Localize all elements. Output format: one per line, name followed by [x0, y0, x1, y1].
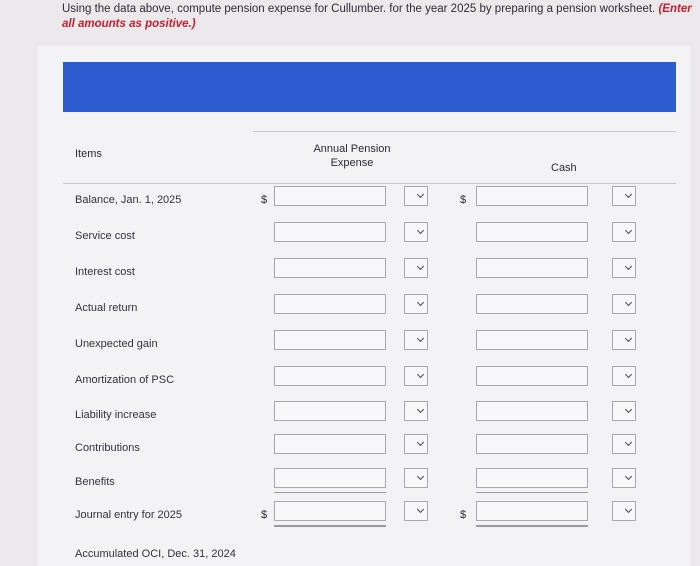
annual-pension-expense-input[interactable] [274, 186, 386, 206]
instructions-text: Using the data above, compute pension expense for Cullumber. for the year 2025 by preparing a pension worksheet. [62, 3, 656, 15]
annual-pension-expense-input[interactable] [274, 434, 386, 454]
row-label: Accumulated OCI, Dec. 31, 2024 [75, 548, 236, 560]
column-header-annual-pension-expense: Annual Pension Expense [313, 143, 391, 169]
cash-dr-cr-select[interactable] [612, 330, 636, 350]
chevron-down-icon [625, 439, 632, 446]
chevron-down-icon [625, 473, 632, 480]
annual-pension-expense-input[interactable] [274, 330, 386, 350]
total-double-rule [476, 525, 588, 527]
expense-dr-cr-select[interactable] [404, 330, 428, 350]
annual-pension-expense-input[interactable] [274, 501, 386, 521]
expense-dr-cr-select[interactable] [404, 294, 428, 314]
table-row [63, 222, 676, 252]
row-label: Interest cost [75, 266, 135, 278]
expense-dr-cr-select[interactable] [404, 222, 428, 242]
total-double-rule [274, 525, 386, 527]
cash-input[interactable] [476, 258, 588, 278]
cash-input[interactable] [476, 366, 588, 386]
column-header-cash: Cash [551, 162, 577, 174]
row-label: Balance, Jan. 1, 2025 [75, 194, 182, 206]
annual-pension-expense-input[interactable] [274, 258, 386, 278]
header-divider [253, 131, 676, 132]
column-header-items: Items [75, 148, 102, 160]
subtotal-rule [476, 492, 588, 493]
chevron-down-icon [625, 227, 632, 234]
worksheet-header-bar [63, 62, 676, 112]
chevron-down-icon [417, 263, 424, 270]
currency-symbol: $ [261, 509, 268, 521]
cash-dr-cr-select[interactable] [612, 501, 636, 521]
chevron-down-icon [625, 371, 632, 378]
table-row [63, 366, 676, 396]
chevron-down-icon [417, 406, 424, 413]
pension-worksheet [38, 46, 690, 566]
chevron-down-icon [417, 191, 424, 198]
chevron-down-icon [417, 473, 424, 480]
cash-input[interactable] [476, 294, 588, 314]
chevron-down-icon [625, 406, 632, 413]
table-row [63, 294, 676, 324]
row-label: Liability increase [75, 409, 157, 421]
cash-dr-cr-select[interactable] [612, 222, 636, 242]
subtotal-rule [274, 492, 386, 493]
chevron-down-icon [417, 335, 424, 342]
expense-dr-cr-select[interactable] [404, 258, 428, 278]
annual-pension-expense-input[interactable] [274, 294, 386, 314]
chevron-down-icon [625, 335, 632, 342]
row-label: Amortization of PSC [75, 374, 175, 386]
currency-symbol: $ [460, 509, 467, 521]
row-label: Contributions [75, 442, 140, 454]
expense-dr-cr-select[interactable] [404, 366, 428, 386]
expense-dr-cr-select[interactable] [404, 434, 428, 454]
table-row [63, 540, 676, 566]
table-row [63, 401, 676, 431]
chevron-down-icon [417, 439, 424, 446]
annual-pension-expense-input[interactable] [274, 468, 386, 488]
cash-dr-cr-select[interactable] [612, 366, 636, 386]
chevron-down-icon [417, 227, 424, 234]
cash-dr-cr-select[interactable] [612, 258, 636, 278]
cash-input[interactable] [476, 501, 588, 521]
row-label: Service cost [75, 230, 135, 242]
currency-symbol: $ [261, 194, 268, 206]
cash-dr-cr-select[interactable] [612, 186, 636, 206]
cash-dr-cr-select[interactable] [612, 401, 636, 421]
chevron-down-icon [625, 191, 632, 198]
chevron-down-icon [417, 371, 424, 378]
cash-input[interactable] [476, 468, 588, 488]
cash-input[interactable] [476, 434, 588, 454]
table-row [63, 434, 676, 464]
cash-dr-cr-select[interactable] [612, 468, 636, 488]
instructions-emphasis: (Enter all amounts as positive.) [62, 3, 692, 30]
expense-dr-cr-select[interactable] [404, 468, 428, 488]
chevron-down-icon [417, 299, 424, 306]
expense-dr-cr-select[interactable] [404, 401, 428, 421]
instructions [62, 2, 692, 32]
row-label: Benefits [75, 476, 115, 488]
chevron-down-icon [625, 299, 632, 306]
annual-pension-expense-input[interactable] [274, 222, 386, 242]
table-row [63, 186, 676, 216]
cash-input[interactable] [476, 222, 588, 242]
table-row [63, 330, 676, 360]
table-row [63, 258, 676, 288]
annual-pension-expense-input[interactable] [274, 401, 386, 421]
annual-pension-expense-input[interactable] [274, 366, 386, 386]
table-row [63, 501, 676, 531]
chevron-down-icon [625, 506, 632, 513]
cash-dr-cr-select[interactable] [612, 294, 636, 314]
expense-dr-cr-select[interactable] [404, 186, 428, 206]
row-label: Actual return [75, 302, 138, 314]
expense-dr-cr-select[interactable] [404, 501, 428, 521]
cash-dr-cr-select[interactable] [612, 434, 636, 454]
cash-input[interactable] [476, 330, 588, 350]
cash-input[interactable] [476, 186, 588, 206]
worksheet-column-headers [63, 126, 676, 184]
row-label: Journal entry for 2025 [75, 509, 183, 521]
cash-input[interactable] [476, 401, 588, 421]
table-row [63, 468, 676, 498]
row-label: Unexpected gain [75, 338, 158, 350]
chevron-down-icon [417, 506, 424, 513]
currency-symbol: $ [460, 194, 467, 206]
chevron-down-icon [625, 263, 632, 270]
